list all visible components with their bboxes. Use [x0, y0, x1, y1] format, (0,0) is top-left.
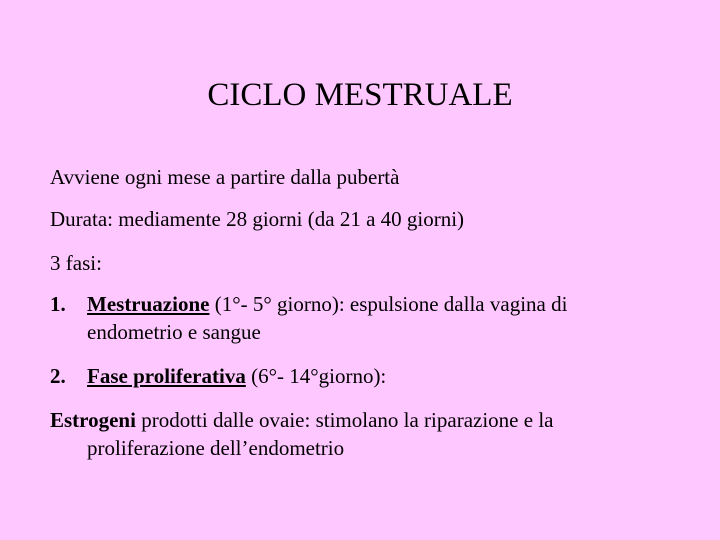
- slide-title: CICLO MESTRUALE: [207, 77, 513, 113]
- term-estrogeni: Estrogeni: [50, 408, 136, 432]
- list-number: 2.: [50, 364, 66, 388]
- list-item-content: [87, 290, 687, 346]
- text-line-onset: Avviene ogni mese a partire dalla pubertà: [50, 165, 400, 189]
- text-line-duration: Durata: mediamente 28 giorni (da 21 a 40 giorni): [50, 207, 465, 231]
- text-estrogeni: [50, 406, 680, 462]
- text-line-phases: 3 fasi:: [50, 251, 102, 275]
- estrogeni-text-line2: proliferazione dell’endometrio: [87, 436, 345, 460]
- term-fase-proliferativa: Fase proliferativa: [87, 364, 246, 388]
- list-item-content: [87, 362, 687, 390]
- item-text-line1: (6°- 14°giorno):: [245, 364, 387, 388]
- list-number: 1.: [50, 292, 66, 316]
- estrogeni-text-line1: prodotti dalle ovaie: stimolano la riparazione e la: [135, 408, 554, 432]
- item-text-line2: endometrio e sangue: [87, 320, 261, 344]
- term-mestruazione: Mestruazione: [87, 292, 210, 316]
- item-text-line1: (1°- 5° giorno): espulsione dalla vagina di: [209, 292, 568, 316]
